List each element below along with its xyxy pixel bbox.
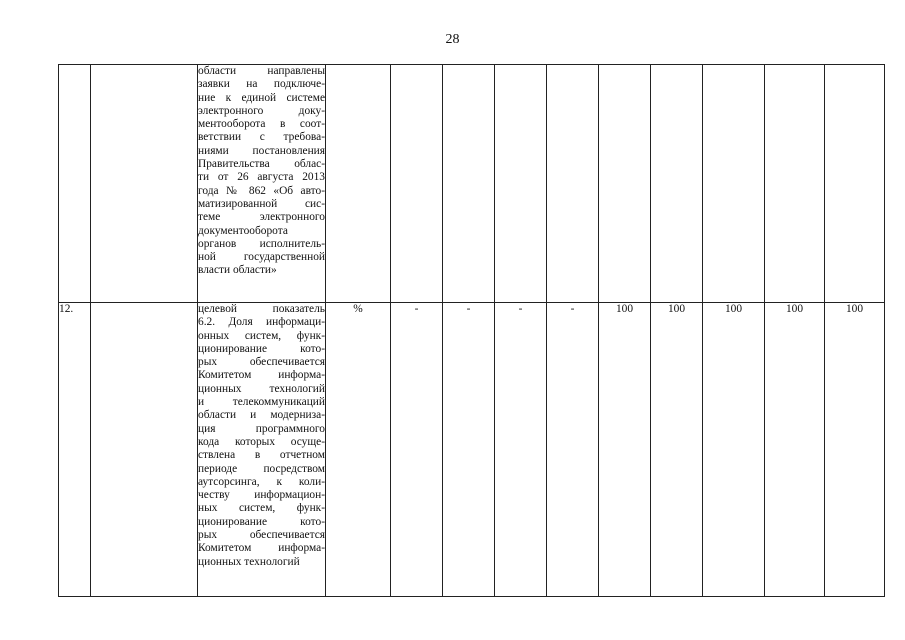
blank-cell [91, 65, 198, 303]
value-cell: - [495, 303, 547, 597]
description-line: Правительства облас- [198, 158, 325, 171]
description-line: и телекоммуникаций [198, 396, 325, 409]
value-cell [443, 65, 495, 303]
value-cell [547, 65, 599, 303]
description-line: ционных технологий [198, 555, 300, 568]
description-line: документооборота [198, 224, 288, 237]
description-line: области и модерниза- [198, 409, 325, 422]
description-line: кода которых осуще- [198, 435, 325, 448]
description-line: года № 862 «Об авто- [198, 184, 325, 197]
blank-cell [91, 303, 198, 597]
value-cell: - [547, 303, 599, 597]
description-line: ментооборота в соот- [198, 118, 325, 131]
indicator-table [58, 64, 885, 597]
unit-cell [326, 65, 391, 303]
description-line: ционирование кото- [198, 515, 325, 528]
description-line: ционирование кото- [198, 342, 325, 355]
description-cell [198, 303, 326, 597]
description-line: 6.2. Доля информаци- [198, 316, 325, 329]
value-cell: 100 [651, 303, 703, 597]
description-line: области направлены [198, 65, 325, 77]
row-number-cell [59, 65, 91, 303]
description-line: ционных технологий [198, 382, 325, 395]
description-line: теме электронного [198, 211, 325, 224]
description-line: ция программного [198, 422, 325, 435]
value-cell: - [443, 303, 495, 597]
description-line: Комитетом информа- [198, 369, 325, 382]
description-line: аутсорсинга, к коли- [198, 475, 325, 488]
value-cell [765, 65, 825, 303]
table-row [59, 65, 885, 303]
description-line: рых обеспечивается [198, 356, 325, 369]
description-line: заявки на подключе- [198, 78, 325, 91]
table-row [59, 303, 885, 597]
description-line: ных систем, функ- [198, 502, 325, 515]
value-cell [391, 65, 443, 303]
row-number-cell: 12. [59, 303, 91, 597]
description-line: ветствии с требова- [198, 131, 325, 144]
value-cell: 100 [825, 303, 885, 597]
description-line: Комитетом информа- [198, 542, 325, 555]
description-line: периоде посредством [198, 462, 325, 475]
description-line: ти от 26 августа 2013 [198, 171, 325, 184]
value-cell [495, 65, 547, 303]
unit-cell: % [326, 303, 391, 597]
description-line: ной государственной [198, 251, 325, 264]
description-line: ние к единой системе [198, 91, 325, 104]
value-cell [651, 65, 703, 303]
value-cell: - [391, 303, 443, 597]
value-cell [703, 65, 765, 303]
value-cell: 100 [765, 303, 825, 597]
description-line: онных систем, функ- [198, 329, 325, 342]
description-line: ниями постановления [198, 144, 325, 157]
page-number: 28 [445, 32, 460, 47]
description-line: честву информацион- [198, 489, 325, 502]
description-line: власти области» [198, 264, 277, 277]
value-cell: 100 [599, 303, 651, 597]
description-line: электронного доку- [198, 104, 325, 117]
description-line: матизированной сис- [198, 197, 325, 210]
value-cell: 100 [703, 303, 765, 597]
value-cell [599, 65, 651, 303]
description-line: целевой показатель [198, 303, 325, 315]
description-line: ствлена в отчетном [198, 449, 325, 462]
description-cell [198, 65, 326, 303]
description-line: органов исполнитель- [198, 237, 325, 250]
description-line: рых обеспечивается [198, 529, 325, 542]
value-cell [825, 65, 885, 303]
